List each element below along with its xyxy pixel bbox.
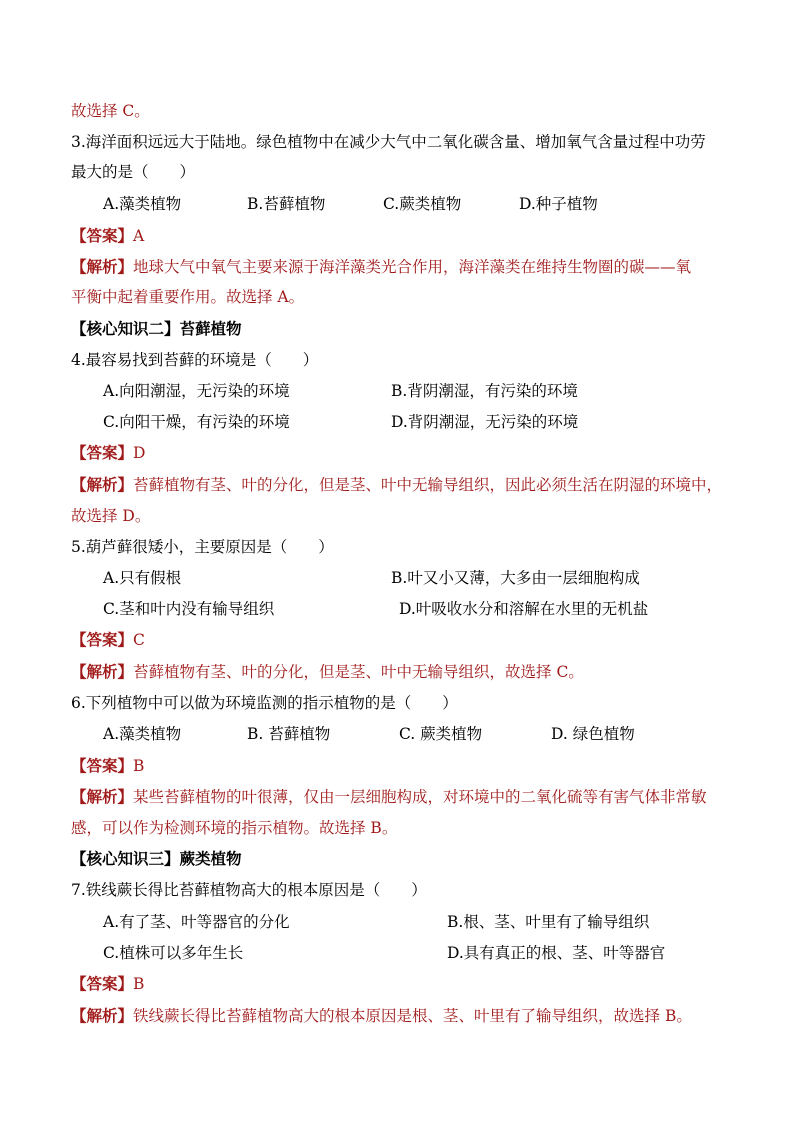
q7-analysis-line1 [71,1006,692,1026]
section-title-2: 【核心知识二】苔藓植物 [71,319,242,338]
answer-value: A [133,227,145,245]
q4-option-a: A.向阳潮湿，无污染的环境 [103,382,290,400]
q4-option-c: C.向阳干燥，有污染的环境 [103,413,290,431]
analysis-text: 苔藓植物有茎、叶的分化，但是茎、叶中无输导组织，因此必须生活在阴湿的环境中， [133,476,723,494]
answer-value: D [133,444,146,462]
analysis-label: 【解析】 [71,475,134,494]
q7-stem: 7.铁线蕨长得比苔藓植物高大的根本原因是（ ） [71,881,427,899]
answer-label: 【答案】 [71,630,134,649]
q6-answer [71,756,144,776]
answer-label: 【答案】 [71,226,134,245]
q5-option-b: B.叶又小又薄，大多由一层细胞构成 [391,569,640,587]
q4-analysis-line1 [71,475,722,495]
q5-option-c: C.茎和叶内没有输导组织 [103,600,275,618]
q6-option-c: C. 蕨类植物 [399,725,483,743]
q6-option-b: B. 苔藓植物 [247,725,331,743]
analysis-text: 某些苔藓植物的叶很薄，仅由一层细胞构成，对环境中的二氧化硫等有害气体非常敏 [133,788,707,806]
analysis-text: 铁线蕨长得比苔藓植物高大的根本原因是根、茎、叶里有了输导组织，故选择 B。 [133,1007,692,1025]
analysis-text: 苔藓植物有茎、叶的分化，但是茎、叶中无输导组织，故选择 C。 [133,663,584,681]
q3-option-b: B.苔藓植物 [247,195,326,213]
answer-label: 【答案】 [71,974,134,993]
answer-value: B [133,975,145,993]
q5-analysis-line1 [71,662,584,682]
q7-answer [71,974,144,994]
q3-option-a: A.藻类植物 [103,195,182,213]
q7-option-d: D.具有真正的根、茎、叶等器官 [447,944,666,962]
q4-stem: 4.最容易找到苔藓的环境是（ ） [71,351,319,369]
q6-analysis-line1 [71,787,707,807]
q7-option-c: C.植株可以多年生长 [103,944,244,962]
answer-value: C [133,631,145,649]
q3-analysis-line2: 平衡中起着重要作用。故选择 A。 [71,288,305,306]
q3-stem-line2: 最大的是（ ） [71,163,196,181]
q3-analysis-line1 [71,257,691,277]
q7-option-b: B.根、茎、叶里有了输导组织 [447,913,650,931]
analysis-label: 【解析】 [71,662,134,681]
analysis-label: 【解析】 [71,257,134,276]
q5-stem: 5.葫芦藓很矮小，主要原因是（ ） [71,538,334,556]
q4-option-d: D.背阴潮湿，无污染的环境 [391,413,579,431]
q5-answer [71,630,145,650]
q5-option-d: D.叶吸收水分和溶解在水里的无机盐 [399,600,649,618]
prev-analysis-tail: 故选择 C。 [71,102,150,120]
q6-stem: 6.下列植物中可以做为环境监测的指示植物的是（ ） [71,694,458,712]
q3-option-c: C.蕨类植物 [383,195,462,213]
analysis-label: 【解析】 [71,787,134,806]
q5-option-a: A.只有假根 [103,569,182,587]
analysis-text: 地球大气中氧气主要来源于海洋藻类光合作用，海洋藻类在维持生物圈的碳——氧 [133,258,692,276]
q4-answer [71,443,145,463]
q6-option-d: D. 绿色植物 [551,725,635,743]
section-title-3: 【核心知识三】蕨类植物 [71,849,242,868]
answer-label: 【答案】 [71,443,134,462]
q3-option-d: D.种子植物 [519,195,598,213]
q3-answer [71,226,144,246]
q6-analysis-line2: 感，可以作为检测环境的指示植物。故选择 B。 [71,819,398,837]
answer-label: 【答案】 [71,756,134,775]
q3-stem-line1: 3.海洋面积远远大于陆地。绿色植物中在减少大气中二氧化碳含量、增加氧气含量过程中功劳 [71,133,706,151]
analysis-label: 【解析】 [71,1006,134,1025]
q6-option-a: A.藻类植物 [103,725,182,743]
q4-option-b: B.背阴潮湿，有污染的环境 [391,382,578,400]
q7-option-a: A.有了茎、叶等器官的分化 [103,913,290,931]
q4-analysis-line2: 故选择 D。 [71,507,151,525]
answer-value: B [133,757,145,775]
